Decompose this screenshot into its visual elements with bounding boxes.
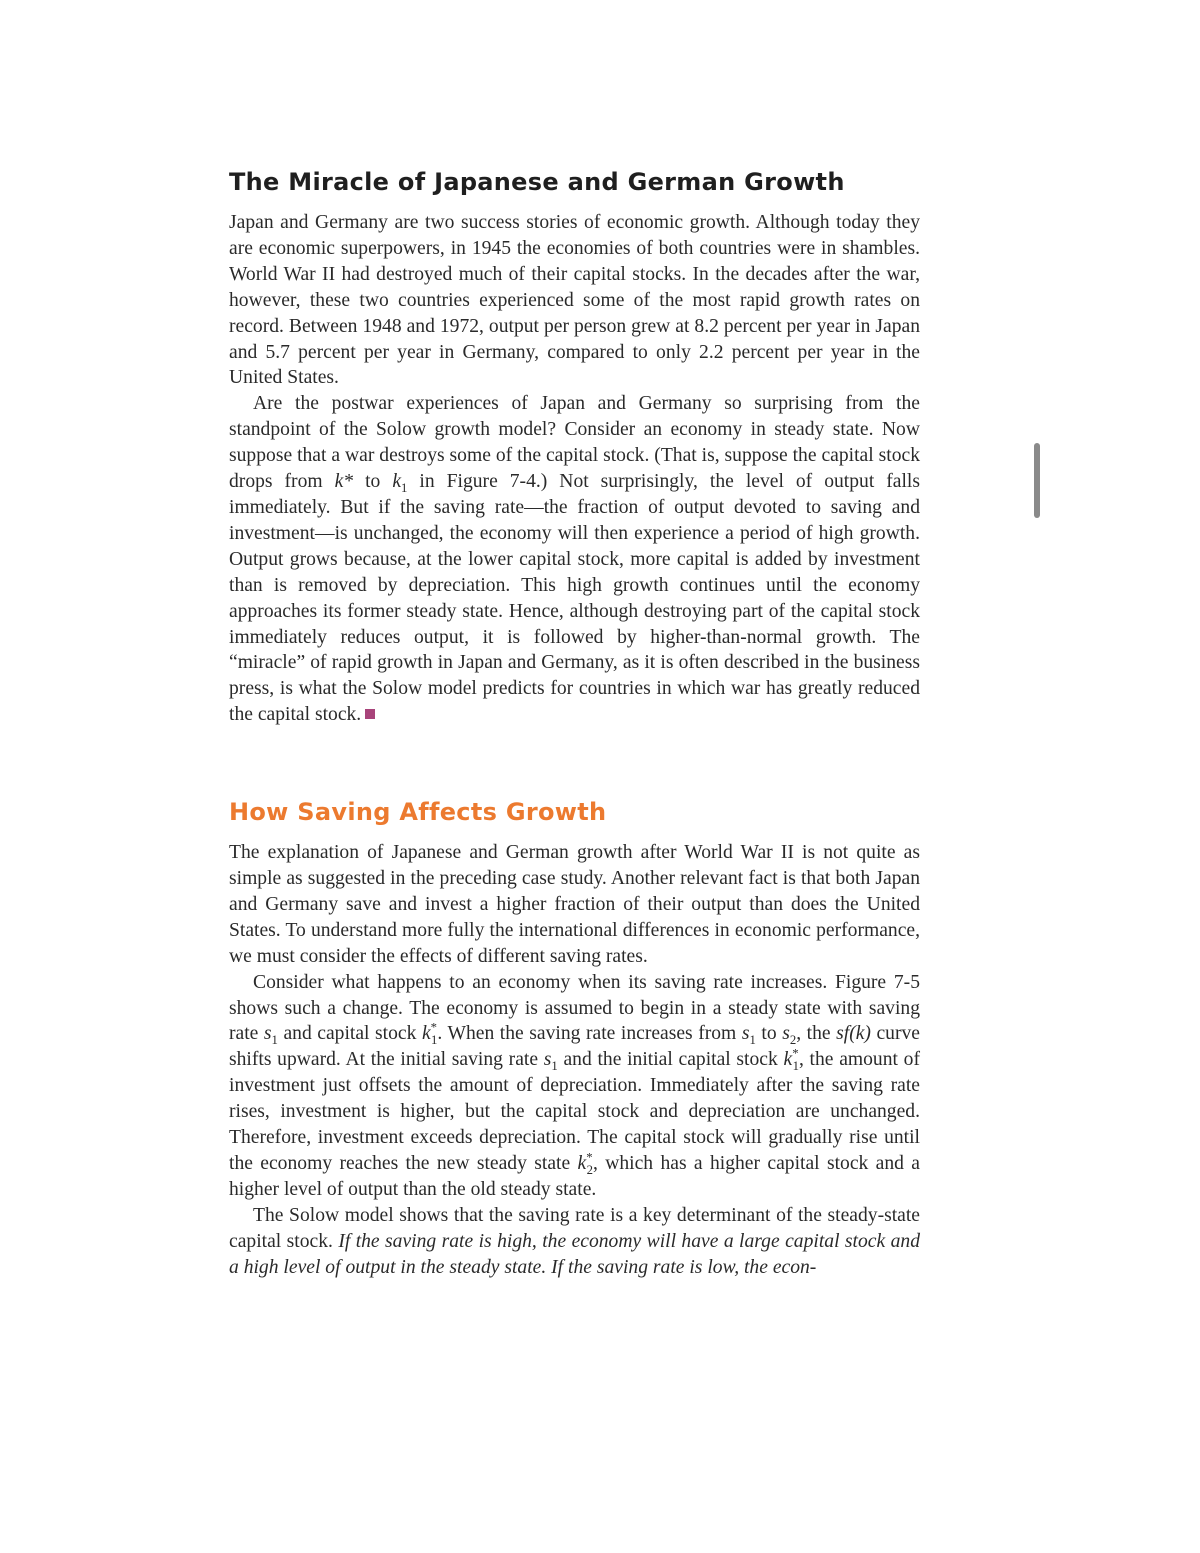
paragraph: The Solow model shows that the saving rate is a key determinant of the steady-state capital stock. If the saving rate is high, the economy will have a large capital stock and a high level of output in the steady state. If the saving rate is low, the econ- xyxy=(229,1204,920,1278)
paragraph: Are the postwar experiences of Japan and Germany so surprising from the standpoint of the Solow growth model? Consider an economy in steady state. Now suppose that a war destroys some of the capital stock. (That is, suppose the capital stock drops from k* to $k_1$ in Figure 7-4.) Not surprisingly, the level of output falls immediately. But if the saving rate—the fraction of output devoted to saving and investment—is unchanged, the economy will then experience a period of high growth. Output grows because, at the lower capital stock, more capital is added by investment than is removed by depreciation. This high growth continues until the economy approaches its former steady state. Hence, although destroying part of the capital stock immediately reduces output, it is followed by higher-than-normal growth. The “miracle” of rapid growth in Japan and Germany, as it is often described in the business press, is what the Solow model predicts for countries in which war has greatly reduced the capital stock. xyxy=(229,393,920,726)
case-study-title: The Miracle of Japanese and German Growth xyxy=(229,168,845,196)
scrollbar-thumb[interactable] xyxy=(1034,443,1040,518)
paragraph: Consider what happens to an economy when its saving rate increases. Figure 7-5 shows such a change. The economy is assumed to begin in a steady state with saving rate $s_1$ and capital stock $k^*_1$. When the saving rate increases from $s_1$ to $s_2$, the sf(k) curve shifts upward. At the initial saving rate $s_1$ and the initial capital stock $k^*_1$, the amount of investment just offsets the amount of depreciation. Immediately after the saving rate rises, investment is higher, but the capital stock and depreciation are unchanged. Therefore, investment exceeds depreciation. The capital stock will gradually rise until the economy reaches the new steady state $k^*_2$, which has a higher capital stock and a higher level of output than the old steady state. xyxy=(229,971,921,1200)
end-of-case-mark xyxy=(365,709,375,719)
section-title: How Saving Affects Growth xyxy=(229,798,607,827)
paragraph: The explanation of Japanese and German growth after World War II is not quite as simple as suggested in the preceding case study. Another relevant fact is that both Japan and Germany save and invest a higher fraction of their output than does the United States. To understand more fully the international differences in economic performance, we must consider the effects of different saving rates. xyxy=(229,842,920,967)
saving-growth-section xyxy=(229,798,920,1280)
paragraph: Japan and Germany are two success stories of economic growth. Although today they are economic superpowers, in 1945 the economies of both countries were in shambles. World War II had destroyed much of their capital stocks. In the decades after the war, however, these two countries experienced some of the most rapid growth rates on record. Between 1948 and 1972, output per person grew at 8.2 percent per year in Japan and 5.7 percent per year in Germany, compared to only 2.2 percent per year in the United States. xyxy=(229,212,920,389)
document-page xyxy=(229,168,920,1281)
case-study-section xyxy=(229,168,920,728)
